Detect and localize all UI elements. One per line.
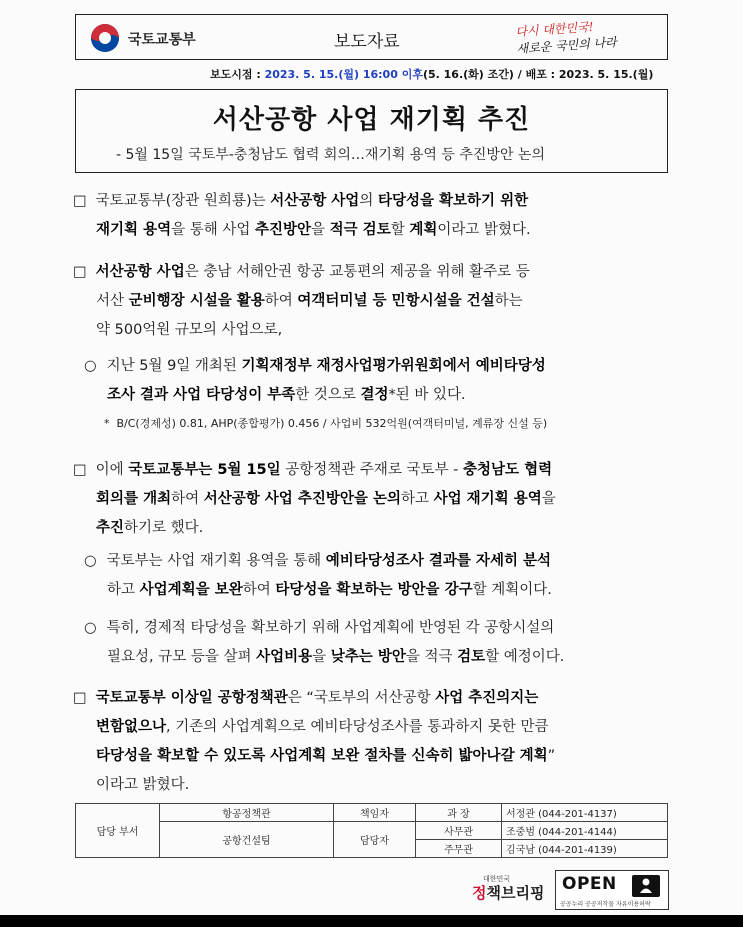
table-row <box>76 822 668 840</box>
person-cell: 조중범 (044-201-4144) <box>502 822 668 840</box>
text-run: 서산 <box>96 293 129 309</box>
ministry-name: 국토교통부 <box>128 32 196 48</box>
paragraph-3 <box>84 352 546 410</box>
page-title: 서산공항 사업 재기획 추진 <box>212 105 531 135</box>
government-emblem-icon <box>90 23 120 53</box>
footnote <box>104 415 547 431</box>
paragraph-2 <box>73 258 530 345</box>
text-run-bold: 타당성을 확보하기 위한 <box>377 193 529 209</box>
text-run-bold: 예비타당성조사 결과를 자세히 분석 <box>325 553 552 569</box>
paragraph-line <box>73 216 531 245</box>
text-run-bold: 기획재정부 재정사업평가위원회에서 예비타당성 <box>241 358 546 374</box>
text-run: 하여 <box>264 293 298 309</box>
text-run-bold: 사업 추진의지는 <box>435 690 539 706</box>
paragraph-line <box>73 742 555 771</box>
paragraph-6 <box>84 614 564 672</box>
text-run: 하는 <box>494 293 523 309</box>
role-cell: 책임자 <box>334 804 416 822</box>
text-run-bold: 회의를 개최 <box>96 491 172 507</box>
text-run-bold: 조사 결과 사업 타당성이 부족 <box>107 387 296 403</box>
square-bullet: □ <box>73 462 87 478</box>
text-run-bold: 결정 <box>360 387 389 403</box>
text-run-bold: 충청남도 협력 <box>463 462 553 478</box>
paragraph-4 <box>73 456 556 543</box>
paragraph-line <box>73 456 556 485</box>
text-run-bold: 서산공항 사업 추진방안을 논의 <box>203 491 401 507</box>
slogan <box>515 14 662 62</box>
text-run-bold: 검토 <box>457 649 486 665</box>
square-bullet: □ <box>73 264 87 280</box>
paragraph-line <box>73 258 530 287</box>
text-run: 할 계획이다. <box>472 582 552 598</box>
text-run-bold: 재기획 용역 <box>96 222 172 238</box>
paragraph-line <box>73 187 531 216</box>
policy-briefing-logo <box>472 874 552 908</box>
release-label: 보도시점 : <box>210 68 265 81</box>
square-bullet: □ <box>73 193 87 209</box>
footnote-text: B/C(경제성) 0.81, AHP(종합평가) 0.456 / 사업비 532억원(여객터미널, 계류장 신설 등) <box>116 417 548 430</box>
text-run: *된 바 있다. <box>388 387 466 403</box>
text-run-bold: 사업계획을 보완 <box>139 582 243 598</box>
brief-name-red: 정 <box>472 884 487 902</box>
brief-country: 대한민국 <box>483 875 511 883</box>
paragraph-line <box>84 547 552 576</box>
text-run: 을 <box>312 649 331 665</box>
text-run: 을 <box>541 491 556 507</box>
release-time: 2023. 5. 15.(월) 16:00 이후 <box>264 68 423 81</box>
circle-bullet: ○ <box>84 620 97 636</box>
text-run: 은 충남 서해안권 항공 교통편의 제공을 위해 활주로 등 <box>184 264 530 280</box>
open-sublabel: 공공누리 공공저작물 자유이용허락 <box>560 901 651 908</box>
paragraph-1 <box>73 187 531 245</box>
person-cell: 서정관 (044-201-4137) <box>502 804 668 822</box>
text-run: 약 500억원 규모의 사업으로, <box>96 322 283 338</box>
text-run-bold: 추진 <box>96 520 125 536</box>
paragraph-line <box>73 771 555 800</box>
person-attribution-icon <box>632 875 660 897</box>
paragraph-5 <box>84 547 552 605</box>
dept-cell: 공항건설팀 <box>160 822 334 858</box>
table-row <box>76 804 668 822</box>
paragraph-line <box>73 514 556 543</box>
release-time-note: (5. 16.(화) 조간) <box>422 68 514 81</box>
text-run: 하고 <box>107 582 140 598</box>
text-run: 할 <box>390 222 410 238</box>
brief-name <box>472 882 544 903</box>
text-run-bold: 계획 <box>409 222 438 238</box>
text-run: ” <box>547 748 556 764</box>
text-run-bold: 타당성을 확보하는 방안을 강구 <box>275 582 473 598</box>
text-run: 특히, 경제적 타당성을 확보하기 위해 사업계획에 반영된 각 공항시설의 <box>106 620 555 636</box>
paragraph-line <box>73 485 556 514</box>
text-run: 하여 <box>242 582 276 598</box>
text-run-bold: 변함없으나 <box>96 719 167 735</box>
text-run: 국토부는 사업 재기획 용역을 통해 <box>106 553 326 569</box>
text-run: , 기존의 사업계획으로 예비타당성조사를 통과하지 못한 만큼 <box>166 719 549 735</box>
text-run-bold: 사업 재기획 용역 <box>433 491 542 507</box>
title-box <box>75 89 668 173</box>
paragraph-line <box>84 352 546 381</box>
text-run-bold: 5월 15일 <box>217 462 281 478</box>
text-run: 할 예정이다. <box>485 649 565 665</box>
circle-bullet: ○ <box>84 553 97 569</box>
role-cell: 담당자 <box>334 822 416 858</box>
page-subtitle: - 5월 15일 국토부-충청남도 협력 회의…재기획 용역 등 추진방안 논의 <box>116 147 545 163</box>
person-cell: 김국남 (044-201-4139) <box>502 840 668 858</box>
paragraph-line <box>84 614 564 643</box>
text-run: 을 통해 사업 <box>171 222 255 238</box>
text-run: 하기로 했다. <box>124 520 204 536</box>
title-cell: 주무관 <box>416 840 502 858</box>
paragraph-line <box>84 643 564 672</box>
paragraph-line <box>73 713 555 742</box>
title-cell: 사무관 <box>416 822 502 840</box>
kogl-open-license <box>555 870 669 910</box>
brief-name-rest: 책브리핑 <box>486 884 545 902</box>
square-bullet: □ <box>73 690 87 706</box>
text-run: 지난 5월 9일 개최된 <box>106 358 242 374</box>
header-box <box>75 14 668 60</box>
text-run-bold: 여객터미널 등 민항시설을 건설 <box>297 293 495 309</box>
text-run: 을 적극 <box>405 649 458 665</box>
paragraph-line <box>73 316 530 345</box>
document-type: 보도자료 <box>334 32 400 52</box>
release-info <box>210 66 653 82</box>
text-run: 이라고 밝혔다. <box>437 222 531 238</box>
text-run-bold: 추진방안 <box>254 222 311 238</box>
slogan-line-2: 새로운 국민의 나라 <box>516 35 618 57</box>
paragraph-line <box>73 287 530 316</box>
text-run: 하고 <box>400 491 434 507</box>
license-badge-icon <box>632 875 660 897</box>
text-run: 의 <box>359 193 378 209</box>
text-run-bold: 낮추는 방안 <box>330 649 406 665</box>
paragraph-line <box>84 576 552 605</box>
circle-bullet: ○ <box>84 358 97 374</box>
contact-table <box>75 803 668 858</box>
text-run: 이에 <box>95 462 129 478</box>
slogan-line-1: 다시 대한민국! <box>514 19 594 40</box>
text-run: 국토교통부(장관 원희룡)는 <box>95 193 271 209</box>
text-run: 은 “국토부의 서산공항 <box>287 690 436 706</box>
text-run-bold: 적극 검토 <box>329 222 391 238</box>
text-run-bold: 서산공항 사업 <box>270 193 360 209</box>
text-run: 을 <box>311 222 330 238</box>
text-run-bold: 타당성을 확보할 수 있도록 사업계획 보완 절차를 신속히 밟아나갈 계획 <box>96 748 548 764</box>
text-run-bold: 사업비용 <box>256 649 313 665</box>
dept-label-cell: 담당 부서 <box>76 804 160 858</box>
paragraph-line <box>73 684 555 713</box>
distribution-date: / 배포 : 2023. 5. 15.(월) <box>513 68 654 81</box>
note-marker: * <box>104 417 110 430</box>
open-label: OPEN <box>562 874 617 894</box>
text-run-bold: 서산공항 사업 <box>95 264 185 280</box>
text-run: 필요성, 규모 등을 살펴 <box>107 649 257 665</box>
text-run-bold: 국토교통부 이상일 공항정책관 <box>95 690 288 706</box>
paragraph-line <box>84 381 546 410</box>
dept-cell: 항공정책관 <box>160 804 334 822</box>
text-run-bold: 국토교통부는 <box>128 462 218 478</box>
text-run: 한 것으로 <box>295 387 361 403</box>
text-run: 공항정책관 주재로 국토부 - <box>280 462 464 478</box>
text-run: 하여 <box>171 491 204 507</box>
text-run: 이라고 밝혔다. <box>96 777 190 793</box>
paragraph-7 <box>73 684 555 800</box>
title-cell: 과 장 <box>416 804 502 822</box>
text-run-bold: 군비행장 시설을 활용 <box>128 293 265 309</box>
bottom-edge <box>0 915 743 927</box>
